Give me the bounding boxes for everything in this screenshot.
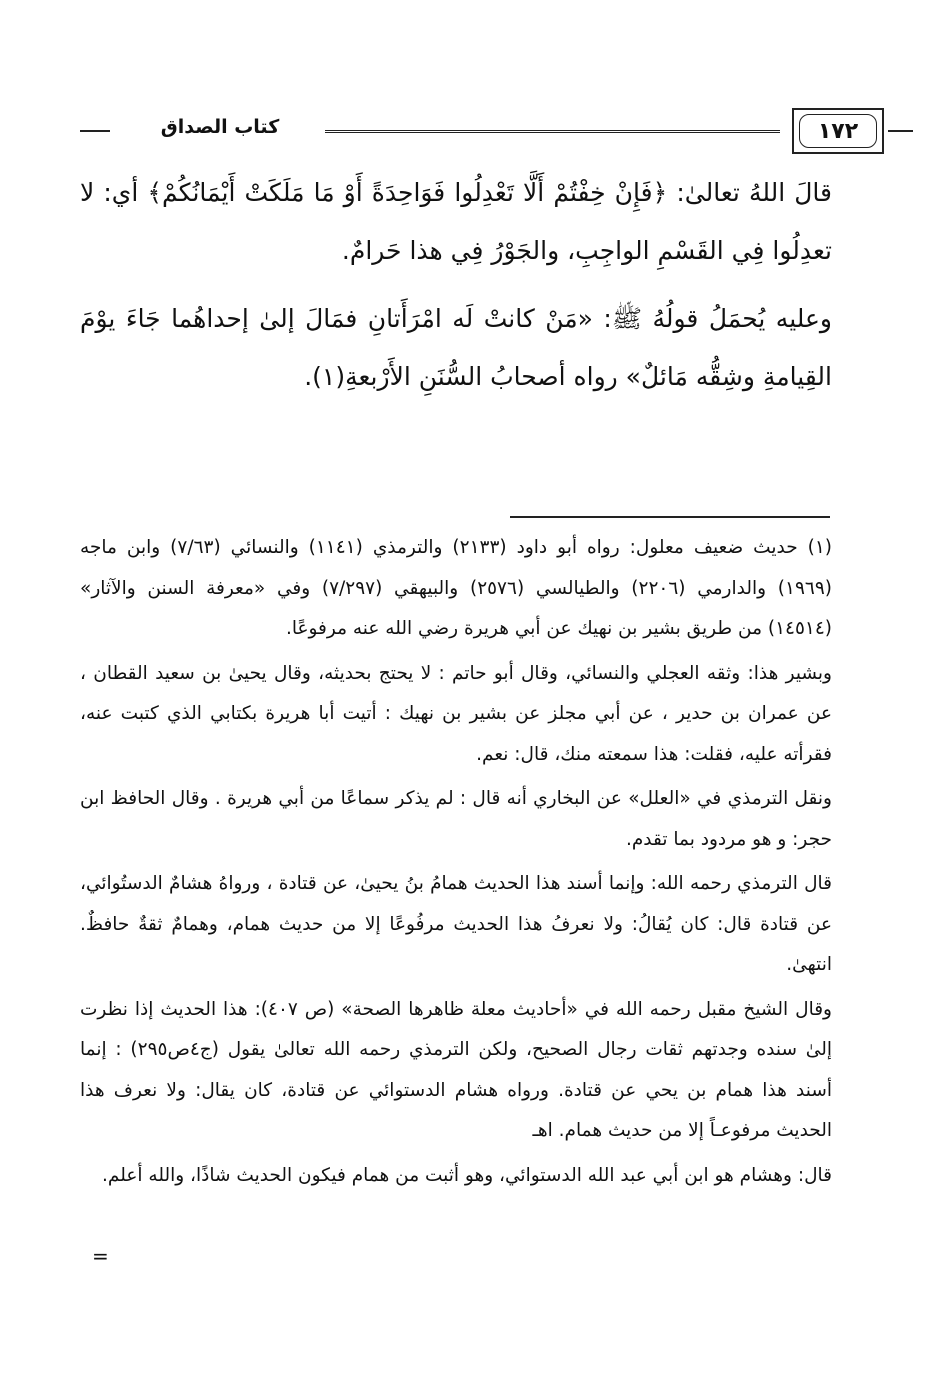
main-paragraph: وعليه يُحمَلُ قولُهُ ﷺ: «مَنْ كانتْ لَه امْرَأَتانِ فمَالَ إلىٰ إحداهُما جَاءَ يوْمَ القِيامةِ وشِقُّه مَائلٌ» رواه أصحابُ السُّنَنِ الأَرْبعةِ(١). (80, 304, 832, 391)
header-rule-right (888, 130, 913, 132)
page-number: ١٧٢ (799, 114, 877, 148)
footnote-paragraph: قال: وهشام هو ابن أبي عبد الله الدستوائي، وهو أثبت من همام فيكون الحديث شاذًا، والله أعلم. (102, 1164, 832, 1186)
footnote-separator (510, 516, 830, 518)
header-rule-left (80, 130, 110, 132)
chapter-title: كتاب الصداق (160, 116, 280, 138)
page-header (80, 108, 859, 158)
footnote-paragraph: (١) حديث ضعيف معلول: رواه أبو داود (٢١٣٣) والترمذي (١١٤١) والنسائي (٧/٦٣) وابن ماجه (١٩٦٩) والدارمي (٢٢٠٦) والطيالسي (٢٥٧٦) والبيهقي (٧/٢٩٧) وفي «معرفة السنن والآثار» (١٤٥١٤) من طريق بشير بن نهيك عن أبي هريرة رضي الله عنه مرفوعًا. (80, 537, 833, 639)
main-text (80, 164, 832, 416)
page-number-frame (792, 108, 884, 154)
header-rule (325, 130, 780, 135)
footnote-paragraph: وقال الشيخ مقبل رحمه الله في «أحاديث معلة ظاهرها الصحة» (ص ٤٠٧): هذا الحديث إذا نظرت إلىٰ سنده وجدتهم ثقات رجال الصحيح، ولكن الترمذي رحمه الله تعالىٰ يقول (ج٤ص٢٩٥) : إنما أسند هذا همام بن يحي عن قتادة. ورواه هشام الدستوائي عن قتادة، كان يقال: ولا نعرف هذا الحديث مرفوعـاً إلا من حديث همام. اهـ (80, 998, 832, 1141)
main-paragraph: قالَ اللهُ تعالىٰ: ﴿فَإِنْ خِفْتُمْ أَلَّا تَعْدِلُوا فَوَاحِدَةً أَوْ مَا مَلَكَتْ أَيْمَانُكُمْ﴾ أي: لا تعدِلُوا فِي القَسْمِ الواجِبِ، والجَوْرُ فِي هذا حَرامٌ. (80, 178, 832, 265)
footnote-paragraph: ونقل الترمذي في «العلل» عن البخاري أنه قال : لم يذكر سماعًا من أبي هريرة . وقال الحافظ ابن حجر: و هو مردود بما تقدم. (80, 788, 832, 850)
continuation-mark: = (92, 1244, 109, 1268)
footnote-paragraph: وبشير هذا: وثقه العجلي والنسائي، وقال أبو حاتم : لا يحتج بحديثه، وقال يحيىٰ بن سعيد القطان ، عن عمران بن حدير ، عن أبي مجلز عن بشير بن نهيك : أتيت أبا هريرة بكتابي الذي كتبت عنه، فقرأته عليه، فقلت: هذا سمعته منك، قال: نعم. (80, 662, 832, 765)
footnotes (80, 528, 832, 1200)
footnote-paragraph: قال الترمذي رحمه الله: وإنما أسند هذا الحديث همامُ بنُ يحيىٰ، عن قتادة ، ورواهُ هشامٌ الدستُوائي، عن قتادة قال: كان يُقالُ: ولا نعرفُ هذا الحديث مرفُوعًا إلا من حديث همام، وهمامٌ ثقةٌ حافظٌ. انتهىٰ. (80, 873, 832, 975)
